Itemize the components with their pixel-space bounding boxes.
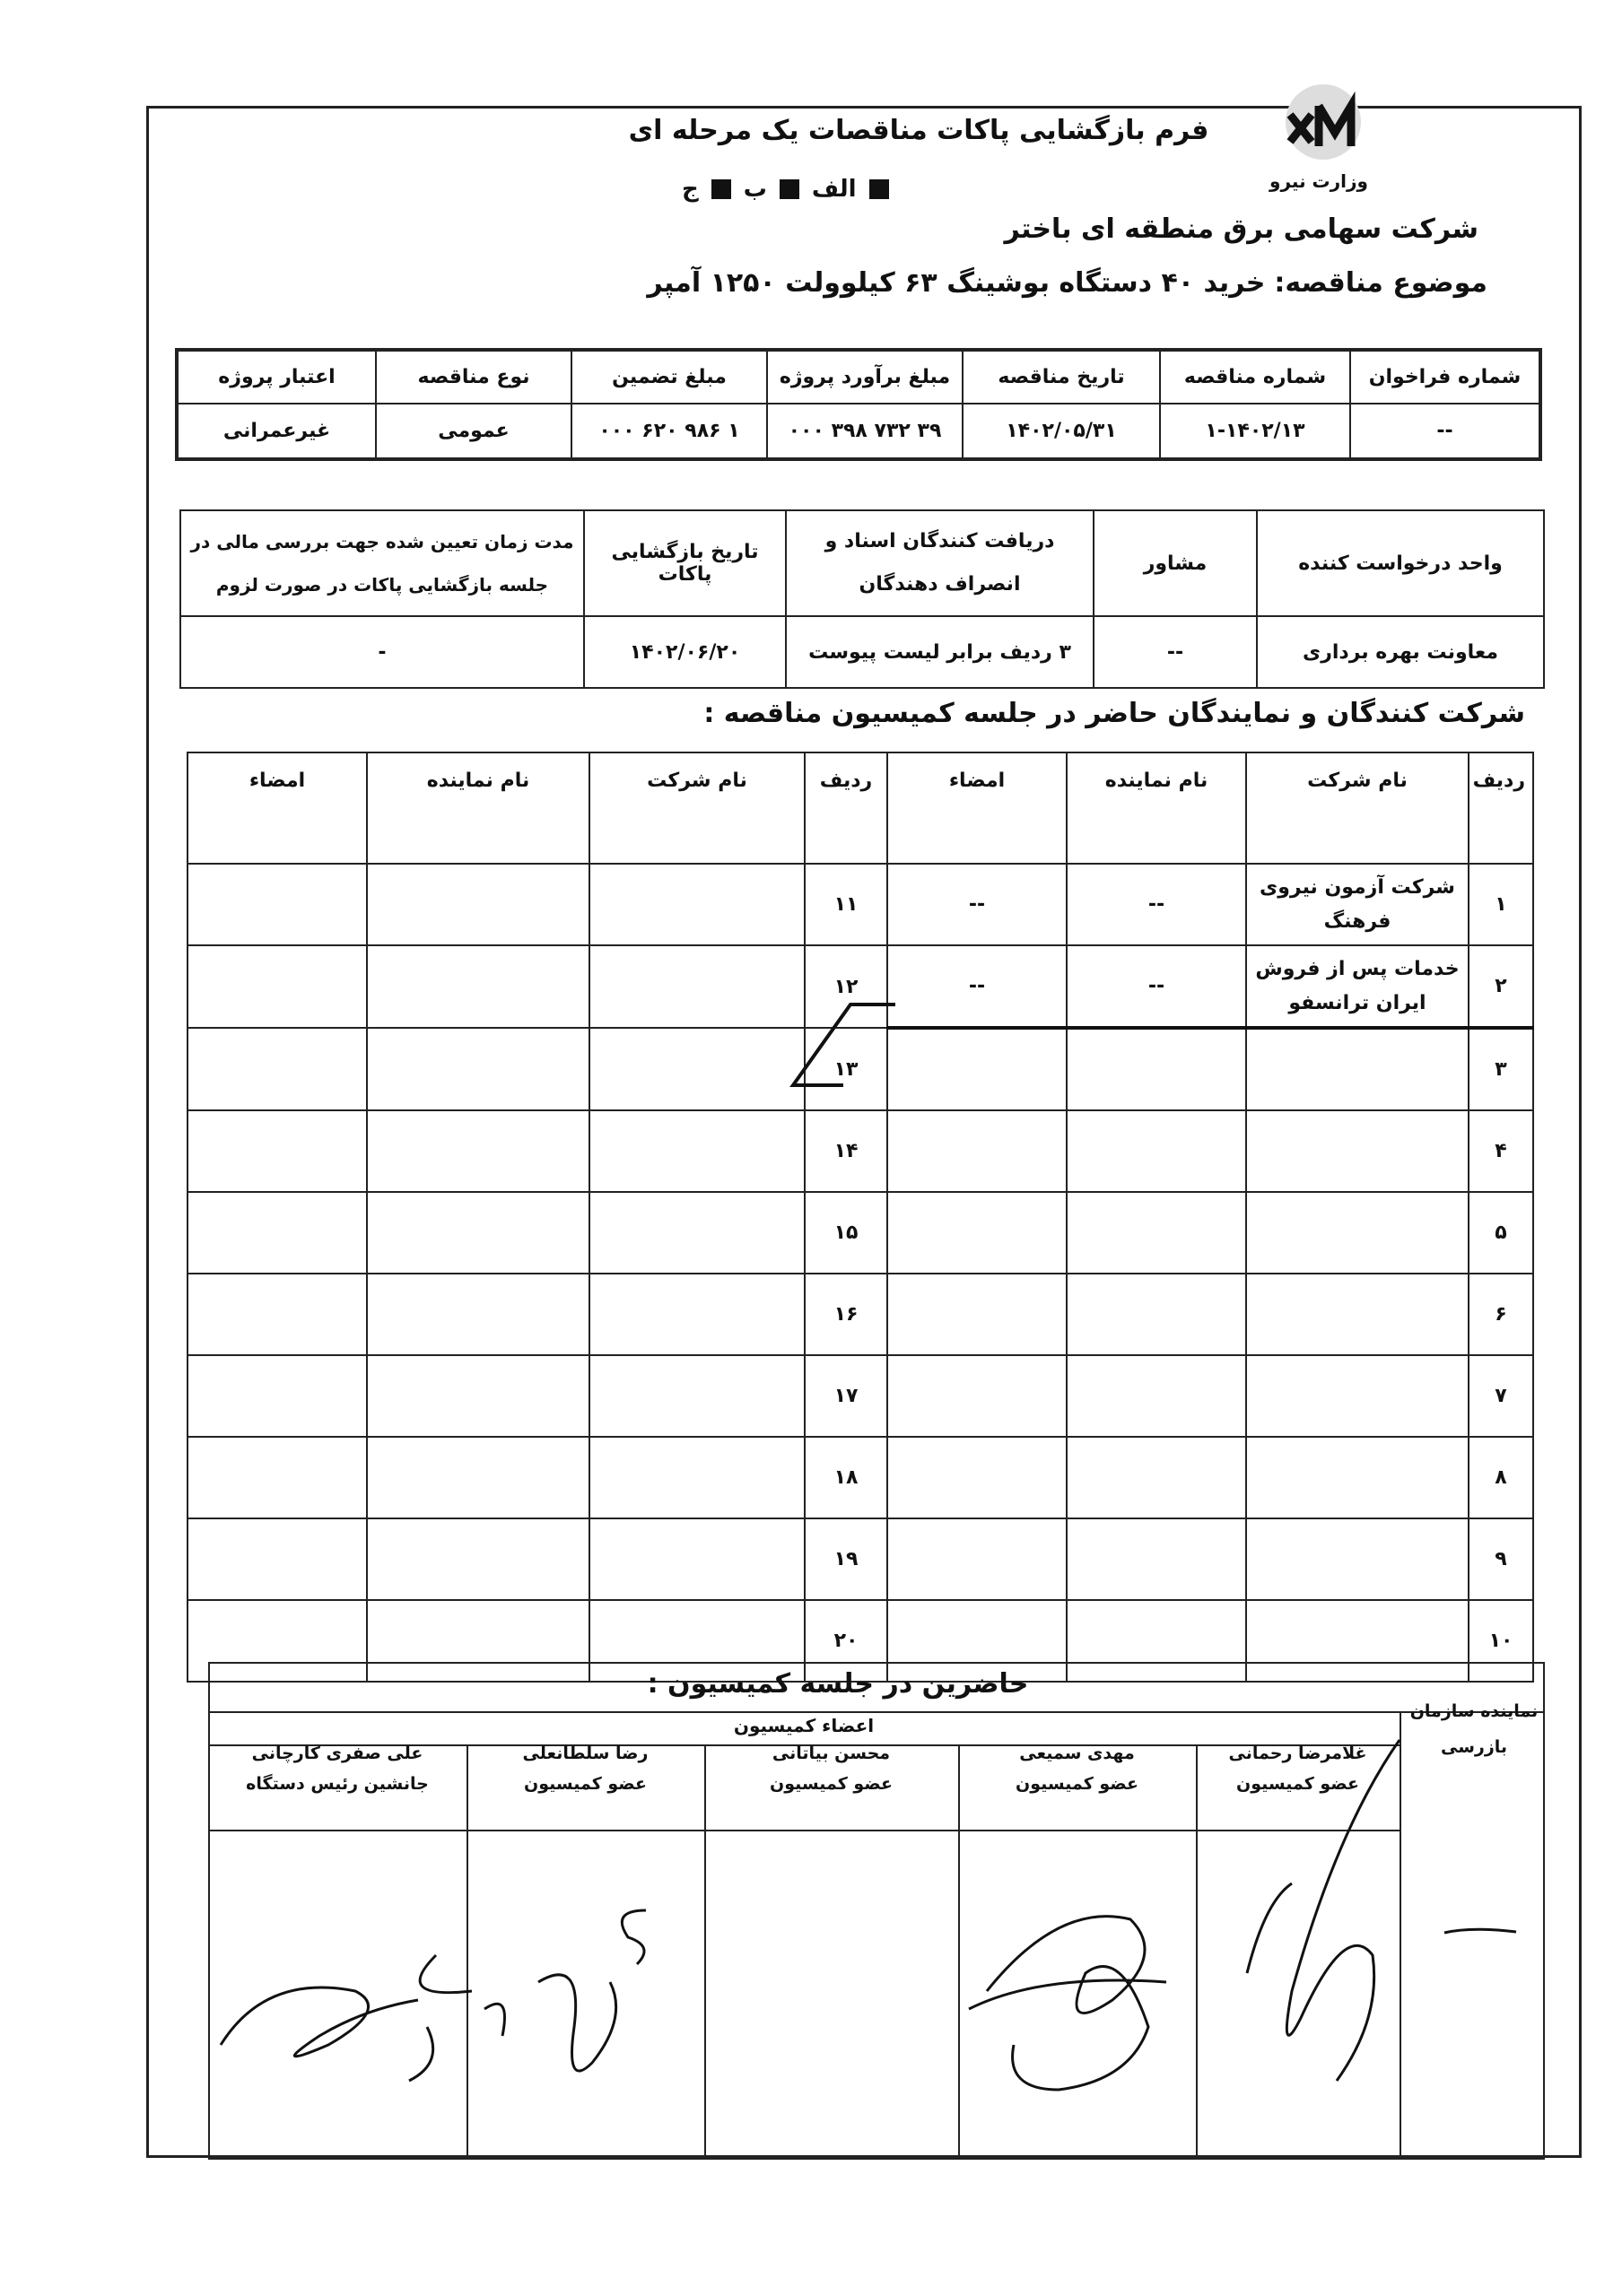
- logo-caption: وزارت نیرو: [1269, 170, 1368, 192]
- commission-member: [704, 1738, 958, 1799]
- table-row: [187, 1110, 1533, 1192]
- row-number: ۹: [1469, 1518, 1533, 1600]
- member-role: عضو کمیسیون: [1016, 1774, 1138, 1794]
- value-call-number: --: [1350, 404, 1540, 459]
- value-tender-date: ۱۴۰۲/۰۵/۳۱: [963, 404, 1160, 459]
- participants-title: شرکت کنندگان و نمایندگان حاضر در جلسه کمیسیون مناقصه :: [703, 698, 1525, 729]
- col-row-number: ردیف: [1469, 752, 1533, 864]
- row-number: ۱۰: [1469, 1600, 1533, 1682]
- member-name: رضا سلطانعلی: [522, 1744, 649, 1763]
- value-review-time: -: [180, 616, 584, 688]
- table-row: [187, 1192, 1533, 1274]
- col-signature-2: امضاء: [187, 752, 367, 864]
- col-representative: نام نماینده: [1067, 752, 1246, 864]
- option-be: ب: [743, 176, 767, 203]
- company-name: شرکت سهامی برق منطقه ای باختر: [1004, 213, 1478, 245]
- row-number: ۵: [1469, 1192, 1533, 1274]
- member-name: غلامرضا رحمانی: [1228, 1744, 1367, 1763]
- company-name-cell: خدمات پس از فروش ایران ترانسفو: [1246, 945, 1469, 1028]
- row-number: ۶: [1469, 1274, 1533, 1355]
- member-signature: [951, 1866, 1184, 2135]
- value-credit: غیرعمرانی: [177, 404, 376, 459]
- tender-subject: [647, 267, 1487, 299]
- strike-line: [789, 1003, 897, 1088]
- row-number: ۱۱: [805, 864, 887, 945]
- tender-info-table: [175, 348, 1542, 461]
- header-requesting-unit: واحد درخواست کننده: [1257, 510, 1544, 616]
- commission-member: [958, 1738, 1196, 1799]
- option-alef: الف: [811, 176, 857, 203]
- table-row: [187, 1437, 1533, 1518]
- member-role: عضو کمیسیون: [524, 1774, 647, 1794]
- row-number: ۱: [1469, 864, 1533, 945]
- header-tender-number: شماره مناقصه: [1160, 350, 1350, 404]
- company-name-cell: شرکت آزمون نیروی فرهنگ: [1246, 864, 1469, 945]
- member-name: علی صفری کارچانی: [251, 1744, 423, 1763]
- form-title: فرم بازگشایی پاکات مناقصات یک مرحله ای: [628, 115, 1209, 146]
- inspector-signature: [1435, 1901, 1525, 1955]
- header-consultant: مشاور: [1094, 510, 1257, 616]
- table-row: [187, 864, 1533, 945]
- row-number: ۱۶: [805, 1274, 887, 1355]
- header-opening-date: تاریخ بازگشایی پاکات: [584, 510, 786, 616]
- row-number: ۷: [1469, 1355, 1533, 1437]
- subject-label: موضوع مناقصه:: [1274, 267, 1487, 299]
- divider: [208, 1711, 1545, 1713]
- member-role: جانشین رئیس دستگاه: [246, 1774, 429, 1794]
- col-signature: امضاء: [887, 752, 1067, 864]
- member-name: محسن بیاتانی: [772, 1744, 891, 1763]
- checkbox-icon: [780, 179, 799, 199]
- header-guarantee: مبلغ تضمین: [571, 350, 767, 404]
- header-review-time: مدت زمان تعیین شده جهت بررسی مالی در جلسه بازگشایی پاکات در صورت لزوم: [180, 510, 584, 616]
- row-number: ۱۲: [805, 945, 887, 1028]
- row-number: ۱۷: [805, 1355, 887, 1437]
- row-number: ۲: [1469, 945, 1533, 1028]
- members-header: اعضاء کمیسیون: [733, 1715, 875, 1736]
- member-role: عضو کمیسیون: [770, 1774, 893, 1794]
- member-signature: [1193, 1722, 1426, 2099]
- col-representative-2: نام نماینده: [367, 752, 589, 864]
- header-credit: اعتبار پروژه: [177, 350, 376, 404]
- header-tender-date: تاریخ مناقصه: [963, 350, 1160, 404]
- header-tender-type: نوع مناقصه: [376, 350, 571, 404]
- table-row: [187, 1355, 1533, 1437]
- member-name: مهدی سمیعی: [1019, 1744, 1135, 1763]
- inspector-label: نماینده سازمان بازرسی: [1409, 1701, 1539, 1757]
- value-recipients: ۳ ردیف برابر لیست پیوست: [786, 616, 1094, 688]
- tender-type-options: [682, 176, 889, 203]
- value-opening-date: ۱۴۰۲/۰۶/۲۰: [584, 616, 786, 688]
- row-number: ۳: [1469, 1028, 1533, 1110]
- row-number: ۱۳: [805, 1028, 887, 1110]
- member-signature: [212, 1919, 499, 2099]
- col-company: نام شرکت: [1246, 752, 1469, 864]
- row-number: ۲۰: [805, 1600, 887, 1682]
- commission-title: حاضرین در جلسه کمیسیون :: [647, 1668, 1029, 1700]
- representative-cell: --: [1067, 864, 1246, 945]
- representative-cell: --: [1067, 945, 1246, 1028]
- checkbox-icon: [869, 179, 889, 199]
- row-number: ۱۹: [805, 1518, 887, 1600]
- commission-member: [208, 1738, 467, 1799]
- signature-cell: --: [887, 945, 1067, 1028]
- value-estimate: ۳۹ ۷۳۲ ۳۹۸ ۰۰۰: [767, 404, 963, 459]
- opening-info-table: [179, 509, 1545, 689]
- checkbox-icon: [711, 179, 731, 199]
- row-number: ۴: [1469, 1110, 1533, 1192]
- subject-value: خرید ۴۰ دستگاه بوشینگ ۶۳ کیلوولت ۱۲۵۰ آمپر: [647, 267, 1266, 299]
- table-row: [187, 1518, 1533, 1600]
- value-guarantee: ۱ ۹۸۶ ۶۲۰ ۰۰۰: [571, 404, 767, 459]
- col-company-2: نام شرکت: [589, 752, 805, 864]
- value-tender-type: عمومی: [376, 404, 571, 459]
- option-jim: ج: [682, 176, 699, 203]
- header-estimate: مبلغ برآورد پروژه: [767, 350, 963, 404]
- row-number: ۱۴: [805, 1110, 887, 1192]
- header-recipients: دریافت کنندگان اسناد و انصراف دهندگان: [786, 510, 1094, 616]
- header-call-number: شماره فراخوان: [1350, 350, 1540, 404]
- commission-member: [467, 1738, 704, 1799]
- value-requesting-unit: معاونت بهره برداری: [1257, 616, 1544, 688]
- value-consultant: --: [1094, 616, 1257, 688]
- signature-cell: --: [887, 864, 1067, 945]
- member-role: عضو کمیسیون: [1236, 1774, 1359, 1794]
- participants-table: [187, 752, 1534, 1683]
- row-number: ۸: [1469, 1437, 1533, 1518]
- col-row-number-2: ردیف: [805, 752, 887, 864]
- row-number: ۱۸: [805, 1437, 887, 1518]
- row-number: ۱۵: [805, 1192, 887, 1274]
- table-row: [187, 1274, 1533, 1355]
- value-tender-number: ۱-۱۴۰۲/۱۳: [1160, 404, 1350, 459]
